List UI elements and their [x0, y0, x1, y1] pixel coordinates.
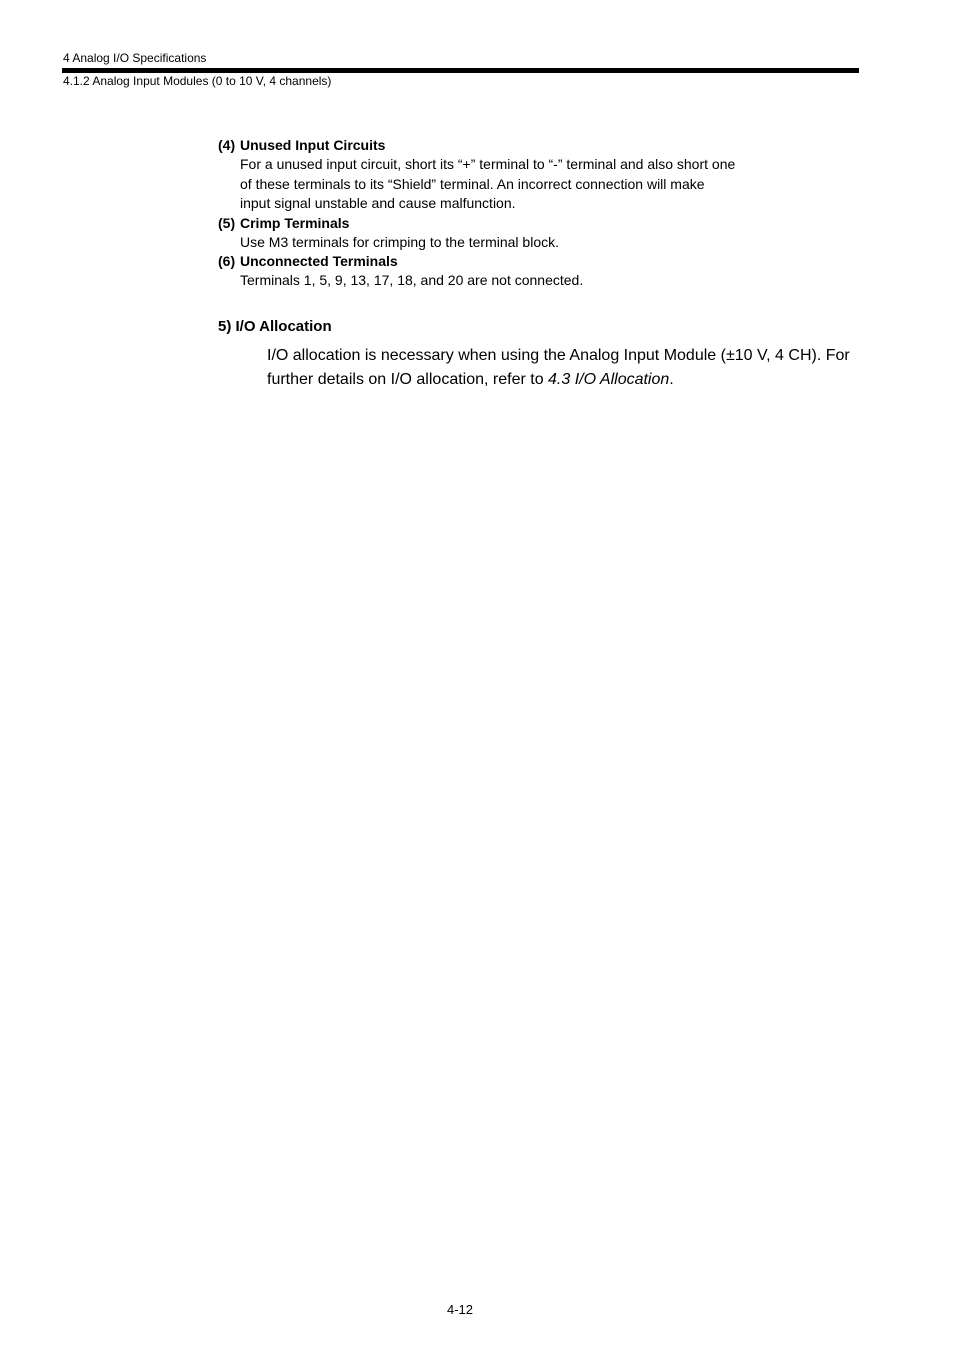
note-title: Unconnected Terminals [240, 253, 398, 269]
note-line: For a unused input circuit, short its “+” terminal to “-” terminal and also short one [240, 156, 736, 172]
note-line: Use M3 terminals for crimping to the terminal block. [240, 233, 559, 250]
note-number: (4) [218, 137, 236, 153]
page-number: 4-12 [446, 1302, 474, 1317]
note-heading [218, 214, 778, 233]
note-title: Unused Input Circuits [240, 137, 386, 153]
note-crimp-terminals [218, 214, 778, 253]
note-body [218, 233, 778, 253]
notes-list [218, 136, 778, 291]
note-unconnected-terminals [218, 252, 778, 291]
note-line: input signal unstable and cause malfunction. [240, 195, 516, 211]
section-text: further details on I/O allocation, refer to [267, 371, 549, 388]
running-header-chapter: 4 Analog I/O Specifications [63, 51, 207, 65]
running-header-section: 4.1.2 Analog Input Modules (0 to 10 V, 4 channels) [63, 74, 332, 88]
note-line: Terminals 1, 5, 9, 13, 17, 18, and 20 are not connected. [240, 272, 584, 288]
note-heading [218, 252, 778, 271]
note-heading [218, 136, 778, 155]
header-rule [62, 68, 859, 73]
note-line: of these terminals to its “Shield” terminal. An incorrect connection will make [240, 175, 705, 192]
note-title: Crimp Terminals [240, 214, 350, 231]
section-heading-io-allocation: 5) I/O Allocation [218, 318, 332, 335]
cross-reference-link[interactable]: 4.3 I/O Allocation [548, 371, 670, 388]
note-body [218, 155, 778, 214]
note-unused-input-circuits [218, 136, 778, 214]
note-number: (5) [218, 214, 236, 231]
section-body-line [267, 368, 850, 392]
section-body-line: I/O allocation is necessary when using the Analog Input Module (±10 V, 4 CH). For [267, 347, 850, 364]
section-text: . [669, 371, 674, 388]
section-body [267, 344, 850, 392]
note-body [218, 271, 778, 291]
note-number: (6) [218, 253, 236, 269]
